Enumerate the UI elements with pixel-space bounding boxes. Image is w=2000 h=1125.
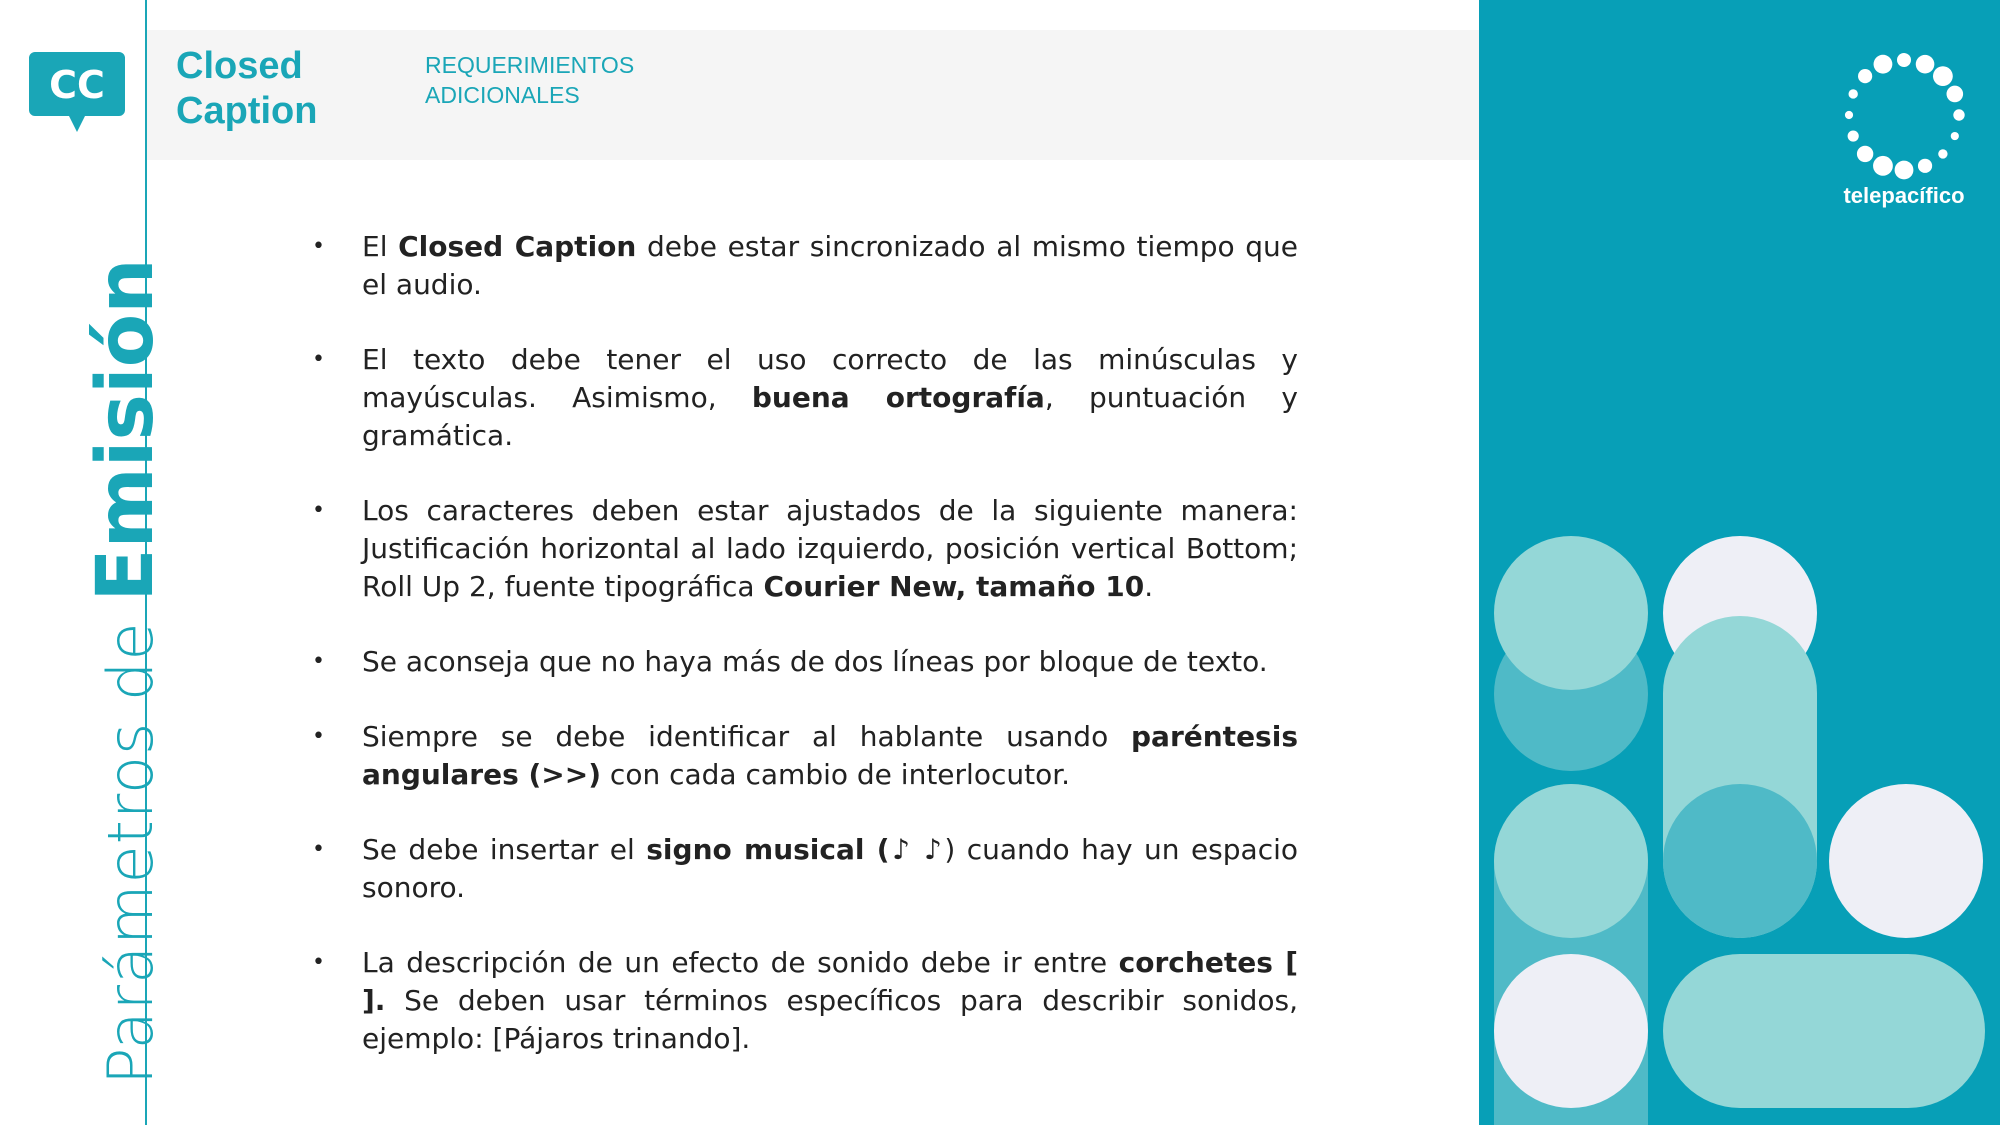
requirement-item <box>300 944 1298 1058</box>
requirement-text: Se aconseja que no haya más de dos líneas por bloque de texto. <box>362 645 1268 678</box>
logo-dot <box>1897 53 1911 67</box>
logo-dot <box>1874 55 1893 74</box>
logo-dot <box>1895 161 1914 180</box>
logo-dot <box>1938 149 1947 158</box>
section-label-line1: REQUERIMIENTOS <box>425 52 635 78</box>
vertical-title-bold: Emisión <box>81 258 171 602</box>
requirement-text: con cada cambio de interlocutor. <box>601 758 1071 791</box>
requirement-bold-text: Closed Caption <box>398 230 637 263</box>
requirement-item <box>300 341 1298 455</box>
requirement-text: debe estar sincronizado al mismo tiempo que el audio. <box>362 230 1299 301</box>
requirement-item <box>300 718 1298 794</box>
requirement-item <box>300 492 1298 606</box>
header-band <box>147 30 1479 160</box>
logo-dot <box>1848 89 1857 98</box>
requirement-item <box>300 831 1298 907</box>
requirement-bold-text: buena ortografía <box>751 381 1045 414</box>
requirement-text: Los caracteres deben estar ajustados de la siguiente manera: Justificación horizontal al lado izquierdo, posición vertical Bottom; Roll Up 2, fuente tipográfica <box>362 494 1298 603</box>
requirement-text: Siempre se debe identificar al hablante usando <box>362 720 1132 753</box>
logo-dot <box>1947 86 1964 103</box>
requirement-text: Se deben usar términos específicos para describir sonidos, ejemplo: [Pájaros trinando]. <box>362 984 1298 1055</box>
decor-circle-white-2 <box>1829 784 1983 938</box>
decor-circle-light-2 <box>1494 784 1648 938</box>
brand-title <box>176 44 376 134</box>
requirement-text: Se debe insertar el <box>362 833 647 866</box>
logo-dot <box>1858 69 1872 83</box>
logo-dot <box>1873 156 1893 176</box>
section-label-line2: ADICIONALES <box>425 82 580 108</box>
requirement-item <box>300 228 1298 304</box>
logo-dot <box>1933 66 1953 86</box>
requirement-bold-text: corchetes [ ]. <box>362 946 1299 1017</box>
logo-dot <box>1916 55 1935 74</box>
logo-dot <box>1953 109 1964 120</box>
logo-dot <box>1857 146 1873 162</box>
vertical-title-light: Parámetros de <box>94 621 167 1085</box>
requirement-item <box>300 643 1298 681</box>
requirements-list <box>300 228 1298 1058</box>
right-decorative-panel <box>1479 0 2000 1125</box>
logo-dot <box>1848 130 1859 141</box>
decor-circle-white-3 <box>1494 954 1648 1108</box>
cc-icon-label: CC <box>49 63 105 107</box>
logo-dot <box>1951 132 1959 140</box>
requirement-bold-text: signo musical ( <box>646 833 890 866</box>
vertical-section-title <box>81 258 171 1085</box>
sidebar <box>0 0 171 1125</box>
logo-dot <box>1918 159 1932 173</box>
decor-pill-light-horizontal <box>1663 954 1985 1108</box>
section-label <box>425 50 685 110</box>
requirement-text: . <box>1144 570 1154 603</box>
requirement-bold-text: Courier New, tamaño 10 <box>763 570 1145 603</box>
decor-circle-light-1 <box>1494 536 1648 690</box>
requirement-text: , puntuación y gramática. <box>362 381 1298 452</box>
brand-title-line2: Caption <box>176 90 318 132</box>
decor-circle-mid-2 <box>1663 784 1817 938</box>
requirement-text: El <box>362 230 399 263</box>
logo-dot <box>1845 111 1853 119</box>
requirement-text: El texto debe tener el uso correcto de las minúsculas y mayúsculas. Asimismo, <box>362 343 1298 414</box>
brand-title-line1: Closed <box>176 45 303 87</box>
requirement-bold-text: paréntesis angulares (>>) <box>362 720 1298 791</box>
requirement-text: La descripción de un efecto de sonido debe ir entre <box>362 946 1119 979</box>
logo-text: telepacífico <box>1843 183 1965 208</box>
requirement-text: ♪ ♪) cuando hay un espacio sonoro. <box>362 833 1299 904</box>
closed-caption-icon <box>29 52 125 132</box>
main-content <box>300 228 1298 1095</box>
